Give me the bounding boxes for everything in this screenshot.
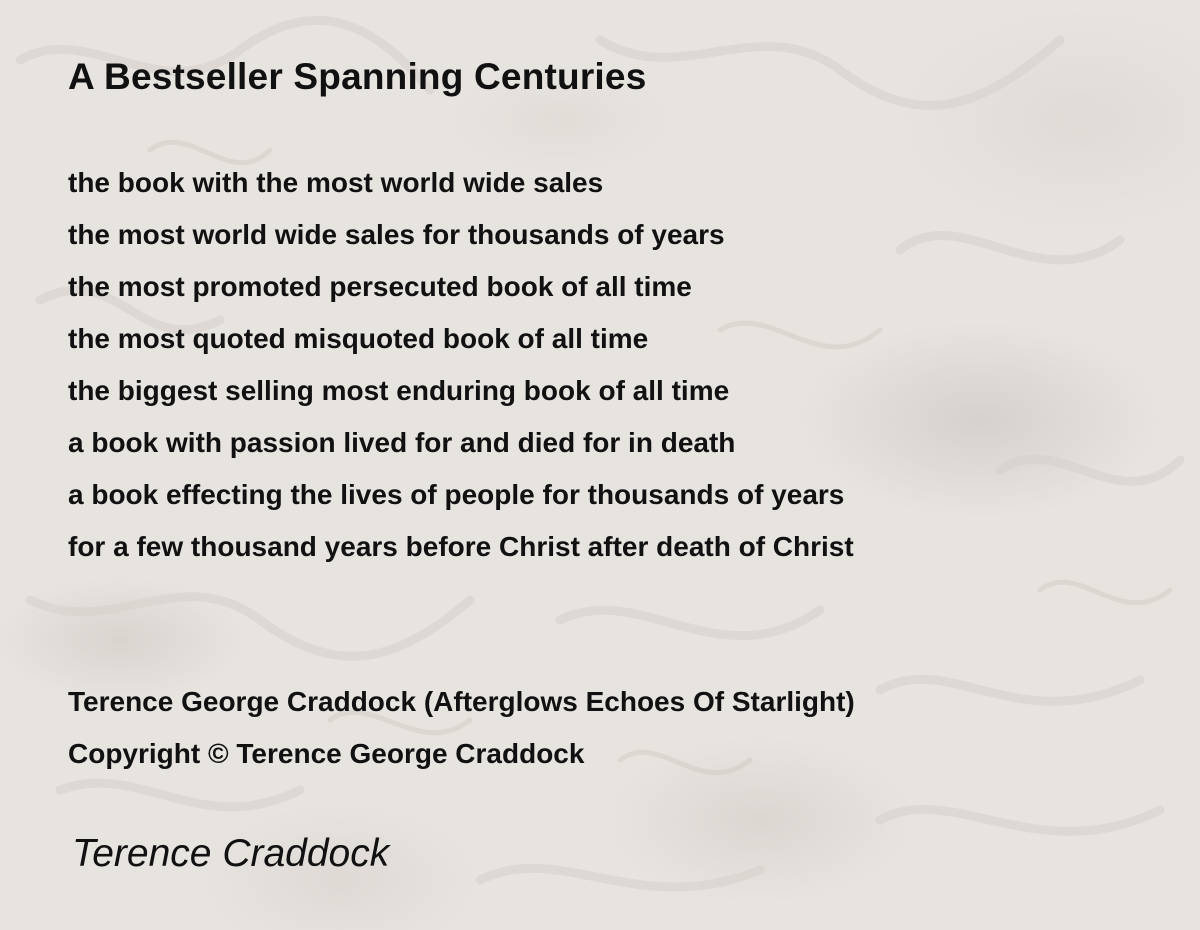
poem-credits bbox=[68, 676, 855, 780]
poem-line: the most promoted persecuted book of all time bbox=[68, 271, 692, 302]
poem-line: the book with the most world wide sales bbox=[68, 167, 604, 198]
copyright-notice: Copyright © Terence George Craddock bbox=[68, 738, 585, 769]
poem-line: for a few thousand years before Christ after death of Christ bbox=[68, 531, 854, 562]
poem-line: a book effecting the lives of people for thousands of years bbox=[68, 479, 845, 510]
poem-line: the most world wide sales for thousands of years bbox=[68, 219, 725, 250]
author-signature: Terence Craddock bbox=[72, 832, 390, 875]
poem-stanza bbox=[68, 157, 854, 573]
poem-title: A Bestseller Spanning Centuries bbox=[68, 56, 647, 97]
poem-line: the biggest selling most enduring book of all time bbox=[68, 375, 730, 406]
poem-line: the most quoted misquoted book of all time bbox=[68, 323, 649, 354]
author-attribution: Terence George Craddock (Afterglows Echoes Of Starlight) bbox=[68, 686, 855, 717]
poem-line: a book with passion lived for and died for in death bbox=[68, 427, 736, 458]
